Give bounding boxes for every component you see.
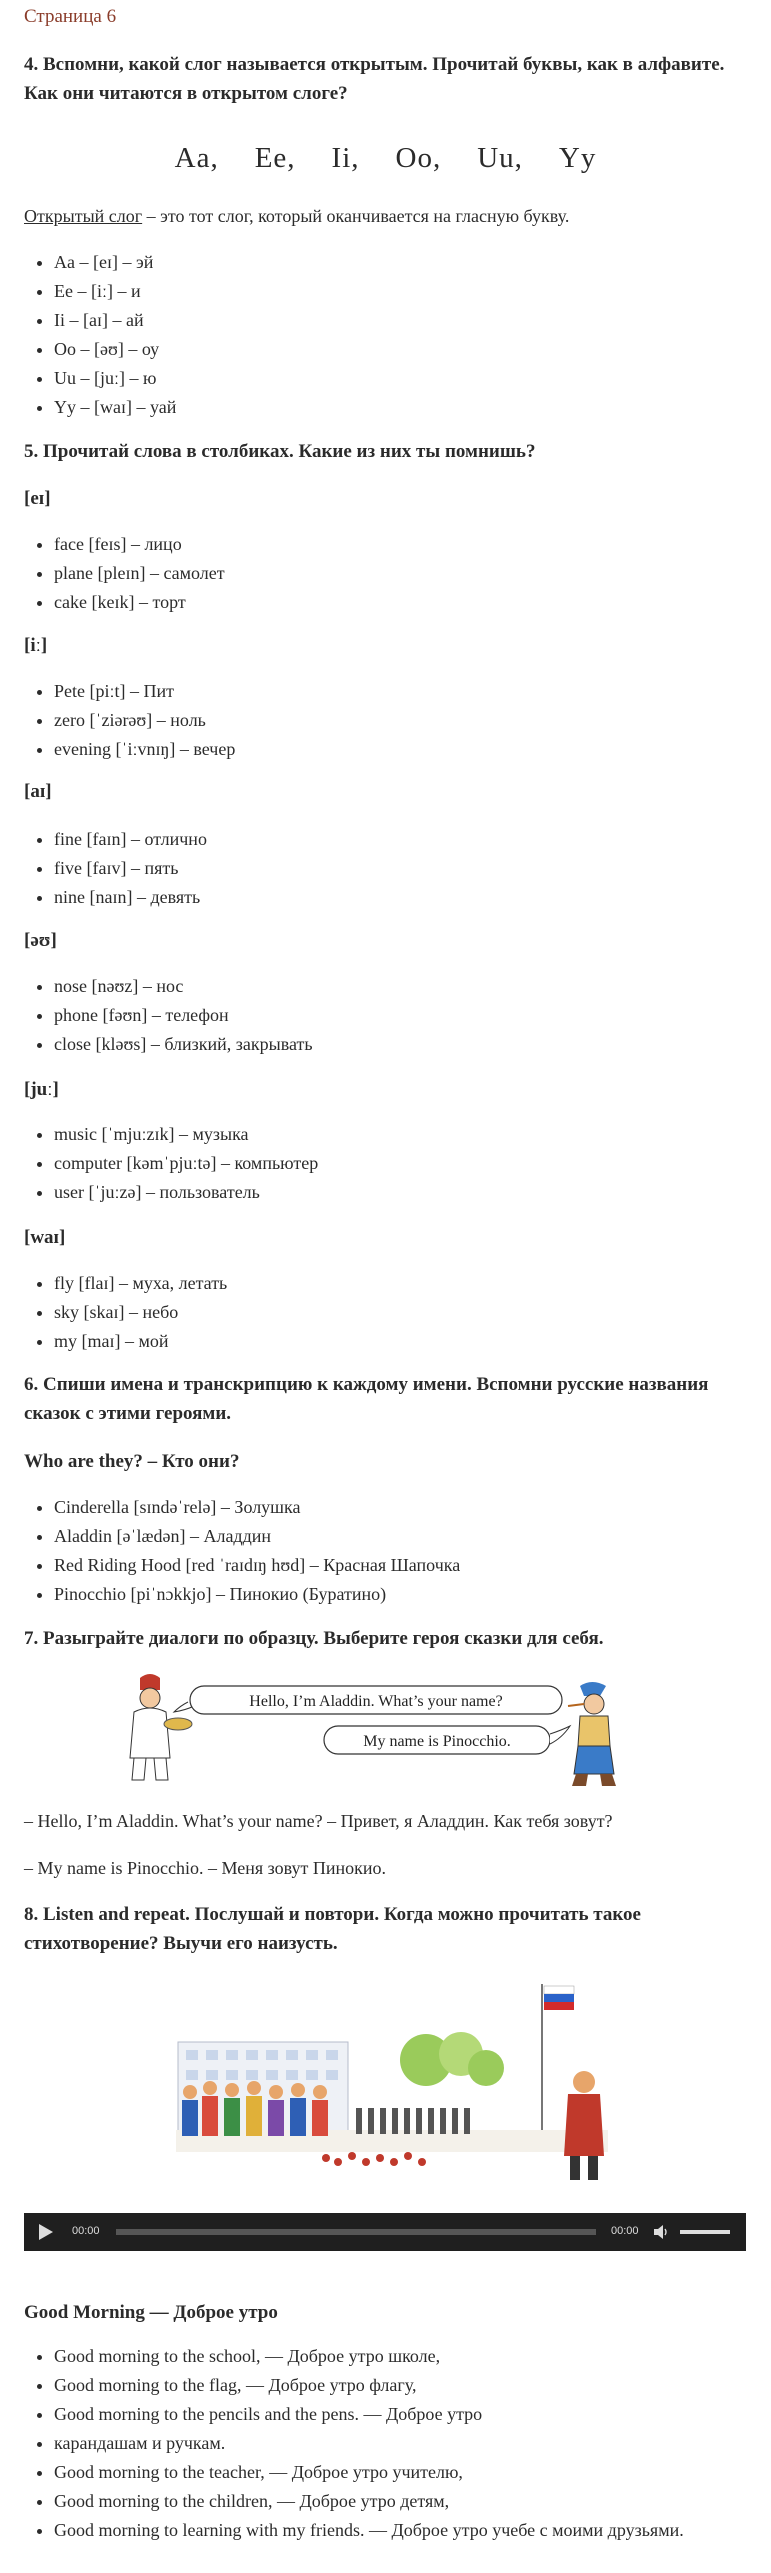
school-illustration [176, 1980, 608, 2186]
list-item: • zero [ˈziərəʊ] – ноль [54, 706, 235, 735]
list-item: • Yy – [waɪ] – уай [54, 393, 176, 422]
list-item: • phone [fəʊn] – телефон [54, 1001, 313, 1030]
school-illustration-art [176, 1980, 608, 2186]
list-item: • Aladdin [əˈlædən] – Аладдин [54, 1522, 460, 1551]
list-item: • music [ˈmjuːzɪk] – музыка [54, 1120, 318, 1149]
list-item: • fly [flaɪ] – муха, летать [54, 1269, 227, 1298]
exercise-7-heading: 7. Разыграйте диалоги по образцу. Выберите героя сказки для себя. [24, 1628, 604, 1649]
poem-lines [24, 2342, 684, 2545]
hero-list [24, 1493, 460, 1609]
group-label: [iː] [24, 635, 48, 656]
list-item: • face [feɪs] – лицо [54, 530, 225, 559]
group-label: [juː] [24, 1079, 59, 1100]
audio-current-time: 00:00 [72, 2225, 100, 2237]
dialogue-illustration-art [110, 1672, 655, 1792]
flag-icon [544, 1986, 574, 1994]
letter-i: Ii, [331, 142, 360, 174]
word-list [24, 1120, 318, 1207]
group-label: [əʊ] [24, 930, 57, 951]
letter-a: Aa, [174, 142, 219, 174]
list-item: • Uu – [juː] – ю [54, 364, 176, 393]
list-item: • five [faɪv] – пять [54, 854, 207, 883]
list-item: • Oo – [əʊ] – оу [54, 335, 176, 364]
bubble-2-text: My name is Pinocchio. [363, 1733, 511, 1750]
list-item: • Good morning to the school, — Доброе утро школе, [54, 2342, 684, 2371]
list-item: • nine [naɪn] – девять [54, 883, 207, 912]
list-item: • Good morning to the teacher, — Доброе утро учителю, [54, 2458, 684, 2487]
vowel-list [24, 248, 176, 422]
play-icon[interactable] [39, 2224, 53, 2240]
list-item: • close [kləʊs] – близкий, закрывать [54, 1030, 313, 1059]
word-list [24, 1269, 227, 1356]
definition [24, 203, 569, 229]
letter-u: Uu, [477, 142, 523, 174]
list-item: • Ii – [aɪ] – ай [54, 306, 176, 335]
list-item: • Ee – [iː] – и [54, 277, 176, 306]
letter-y: Yy [558, 142, 597, 174]
exercise-4-heading: 4. Вспомни, какой слог называется открытым. Прочитай буквы, как в алфавите. Как они читаются в открытом слоге? [24, 54, 725, 104]
list-item: • plane [pleɪn] – самолет [54, 559, 225, 588]
group-label: [eɪ] [24, 488, 51, 509]
volume-slider[interactable] [680, 2230, 730, 2234]
list-item: • Good morning to the children, — Доброе утро детям, [54, 2487, 684, 2516]
aladdin-figure [130, 1674, 192, 1780]
exercise-8-heading: 8. Listen and repeat. Послушай и повтори. Когда можно прочитать такое стихотворение? Выучи его наизусть. [24, 1904, 641, 1954]
list-item: • Good morning to learning with my friends. — Доброе утро учебе с моими друзьями. [54, 2516, 684, 2545]
dialogue-line-1: – Hello, I’m Aladdin. What’s your name? – Привет, я Аладдин. Как тебя зовут? [24, 1811, 613, 1831]
pinocchio-figure [568, 1682, 616, 1786]
exercise-6-heading: 6. Спиши имена и транскрипцию к каждому имени. Вспомни русские названия сказок с этими героями. [24, 1374, 709, 1424]
group-label: [aɪ] [24, 781, 52, 802]
volume-icon[interactable] [654, 2224, 668, 2240]
word-list [24, 530, 225, 617]
word-list [24, 825, 207, 912]
word-list [24, 972, 313, 1059]
letter-o: Oo, [395, 142, 442, 174]
bubble-1-text: Hello, I’m Aladdin. What’s your name? [249, 1693, 503, 1710]
definition-text: – это тот слог, который оканчивается на гласную букву. [142, 206, 570, 226]
definition-term: Открытый слог [24, 206, 143, 226]
list-item: • Cinderella [sɪndəˈrelə] – Золушка [54, 1493, 460, 1522]
list-item: • computer [kəmˈpjuːtə] – компьютер [54, 1149, 318, 1178]
list-item: • Good morning to the pencils and the pens. — Доброе утро [54, 2400, 684, 2429]
list-item: • Aa – [eɪ] – эй [54, 248, 176, 277]
page-link[interactable]: Страница 6 [24, 6, 117, 27]
list-item: • evening [ˈiːvnɪŋ] – вечер [54, 735, 235, 764]
children-group [182, 2081, 470, 2136]
letter-e: Ee, [254, 142, 296, 174]
audio-duration: 00:00 [611, 2225, 639, 2237]
dialogue-illustration [110, 1672, 655, 1792]
poem-title: Good Morning — Доброе утро [24, 2302, 278, 2323]
list-item: • Good morning to the flag, — Доброе утро флагу, [54, 2371, 684, 2400]
exercise-6-subheading: Who are they? – Кто они? [24, 1451, 240, 1472]
alphabet-row [0, 142, 771, 175]
list-item: • fine [faɪn] – отлично [54, 825, 207, 854]
dialogue-line-2: – My name is Pinocchio. – Меня зовут Пинокио. [24, 1858, 387, 1878]
list-item: • my [maɪ] – мой [54, 1327, 227, 1356]
group-label: [waɪ] [24, 1227, 66, 1248]
teacher-figure [564, 2071, 604, 2180]
flowerbed [322, 2152, 426, 2166]
audio-player[interactable] [24, 2213, 746, 2251]
list-item: • Pinocchio [piˈnɔkkjo] – Пинокио (Буратино) [54, 1580, 460, 1609]
list-item: • cake [keɪk] – торт [54, 588, 225, 617]
list-item: • Pete [piːt] – Пит [54, 677, 235, 706]
list-item: • nose [nəʊz] – нос [54, 972, 313, 1001]
word-list [24, 677, 235, 764]
audio-progress-bar[interactable] [116, 2229, 596, 2235]
list-item: • user [ˈjuːzə] – пользователь [54, 1178, 318, 1207]
list-item: • карандашам и ручкам. [54, 2429, 684, 2458]
list-item: • sky [skaɪ] – небо [54, 1298, 227, 1327]
exercise-5-heading: 5. Прочитай слова в столбиках. Какие из них ты помнишь? [24, 441, 536, 462]
list-item: • Red Riding Hood [red ˈraɪdɪŋ hʊd] – Красная Шапочка [54, 1551, 460, 1580]
